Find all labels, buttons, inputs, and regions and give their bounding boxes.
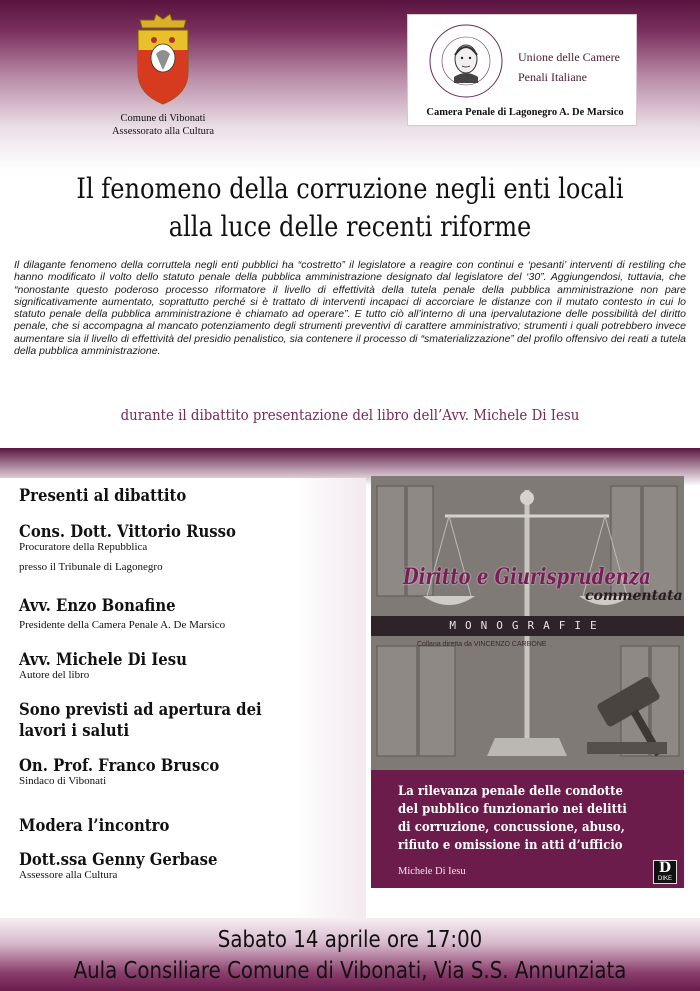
book-presentation-line: durante il dibattito presentazione del libro dell’Avv. Michele Di Iesu bbox=[120, 408, 580, 424]
book-subtitle-line2: del pubblico funzionario nei delitti bbox=[398, 802, 627, 817]
participant-role: Procuratore della Repubblica bbox=[19, 541, 148, 553]
participant-name: On. Prof. Franco Brusco bbox=[19, 756, 220, 775]
opening-line2: lavori i saluti bbox=[19, 721, 130, 740]
book-cover-photo bbox=[371, 476, 684, 770]
municipality-block bbox=[88, 14, 238, 138]
book-subtitle bbox=[398, 783, 650, 855]
participants-heading: Presenti al dibattito bbox=[19, 486, 187, 505]
participant-russo bbox=[19, 522, 260, 573]
book-subtitle-line1: La rilevanza penale delle condotte bbox=[398, 784, 623, 799]
book-series-title: Diritto e Giurisprudenza bbox=[403, 564, 651, 590]
publisher-logo bbox=[653, 860, 677, 884]
participant-name: Cons. Dott. Vittorio Russo bbox=[19, 522, 236, 541]
camera-penale-name: Camera Penale di Lagonegro A. De Marsico bbox=[426, 107, 624, 118]
event-title bbox=[49, 170, 651, 246]
participants-column bbox=[0, 478, 366, 918]
publisher-name: DIKE bbox=[657, 876, 672, 882]
coat-of-arms-icon bbox=[134, 14, 192, 106]
book-cover bbox=[371, 476, 684, 888]
abstract-paragraph: Il dilagante fenomeno della corruttela negli enti pubblici ha “costretto” il legislatore a reagire con continui e ‘pesanti’ interventi di restiling che hanno modificato il volto dello statuto penale della pubblica amministrazione designato dal legislatore del ‘30”. Aggiungendosi, tuttavia, che “nonostante questo poderoso processo riformatore il livello di effettività della tutela penale della pubblica amministrazione non pare significativamente aumentato, soprattutto perché si è trattato di interventi incapaci di accorciare le distanze con il mutato contesto in cui lo statuto penale della pubblica amministrazione è chiamato ad operare”. E tutto ciò all’interno di una ipervalutazione delle possibilità del diritto penale, che si accompagna al mancato potenziamento degli strumenti preventivi di carattere amministrativo; strumenti i quali potrebbero invece aumentare sia il livello di effettività del presidio penalistico, sia contenere il processo di “smaterializzazione” del profilo offensivo dei reati a tutela della pubblica amministrazione. bbox=[14, 259, 686, 358]
publisher-mark: D bbox=[658, 860, 672, 876]
participant-gerbase bbox=[19, 850, 240, 881]
title-line1: Il fenomeno della corruzione negli enti locali bbox=[76, 172, 624, 205]
municipality-name: Comune di Vibonati bbox=[120, 113, 206, 124]
ucpi-logo-box bbox=[407, 14, 637, 126]
ucpi-name bbox=[518, 47, 620, 87]
participant-bonafine bbox=[19, 596, 225, 631]
participant-role: Sindaco di Vibonati bbox=[19, 775, 107, 787]
participants-heading-block bbox=[19, 486, 205, 505]
moderator-heading: Modera l’incontro bbox=[19, 816, 170, 835]
book-subtitle-line3: di corruzione, concussione, abuso, bbox=[398, 820, 625, 835]
event-venue: Aula Consiliare Comune di Vibonati, Via S.S. Annunziata bbox=[73, 958, 627, 984]
opening-greetings-block bbox=[19, 700, 289, 740]
participant-role: presso il Tribunale di Lagonegro bbox=[19, 561, 163, 573]
title-line2: alla luce delle recenti riforme bbox=[168, 210, 532, 243]
department-name: Assessorato alla Cultura bbox=[111, 126, 215, 137]
book-subtitle-line4: rifiuto e omissione in atti d’ufficio bbox=[398, 838, 623, 853]
book-author: Michele Di Iesu bbox=[398, 866, 466, 877]
participant-di-iesu bbox=[19, 650, 206, 681]
book-series-subtitle: commentata bbox=[585, 588, 683, 604]
participant-role: Assessore alla Cultura bbox=[19, 869, 118, 881]
ucpi-name-line1: Unione delle Camere bbox=[518, 50, 620, 64]
moderator-heading-block bbox=[19, 816, 186, 835]
book-curator: Collana diretta da VINCENZO CARBONE bbox=[417, 641, 547, 648]
book-collection-label: MONOGRAFIE bbox=[449, 619, 606, 632]
participant-role: Autore del libro bbox=[19, 669, 90, 681]
opening-line1: Sono previsti ad apertura dei bbox=[19, 700, 262, 719]
participant-name: Avv. Michele Di Iesu bbox=[19, 650, 187, 669]
participant-name: Avv. Enzo Bonafine bbox=[19, 596, 176, 615]
participant-role: Presidente della Camera Penale A. De Marsico bbox=[19, 619, 226, 631]
ucpi-name-line2: Penali Italiane bbox=[518, 70, 587, 84]
participant-brusco bbox=[19, 756, 242, 787]
event-date: Sabato 14 aprile ore 17:00 bbox=[217, 927, 483, 953]
participant-name: Dott.ssa Genny Gerbase bbox=[19, 850, 218, 869]
ucpi-seal-icon bbox=[416, 19, 516, 103]
